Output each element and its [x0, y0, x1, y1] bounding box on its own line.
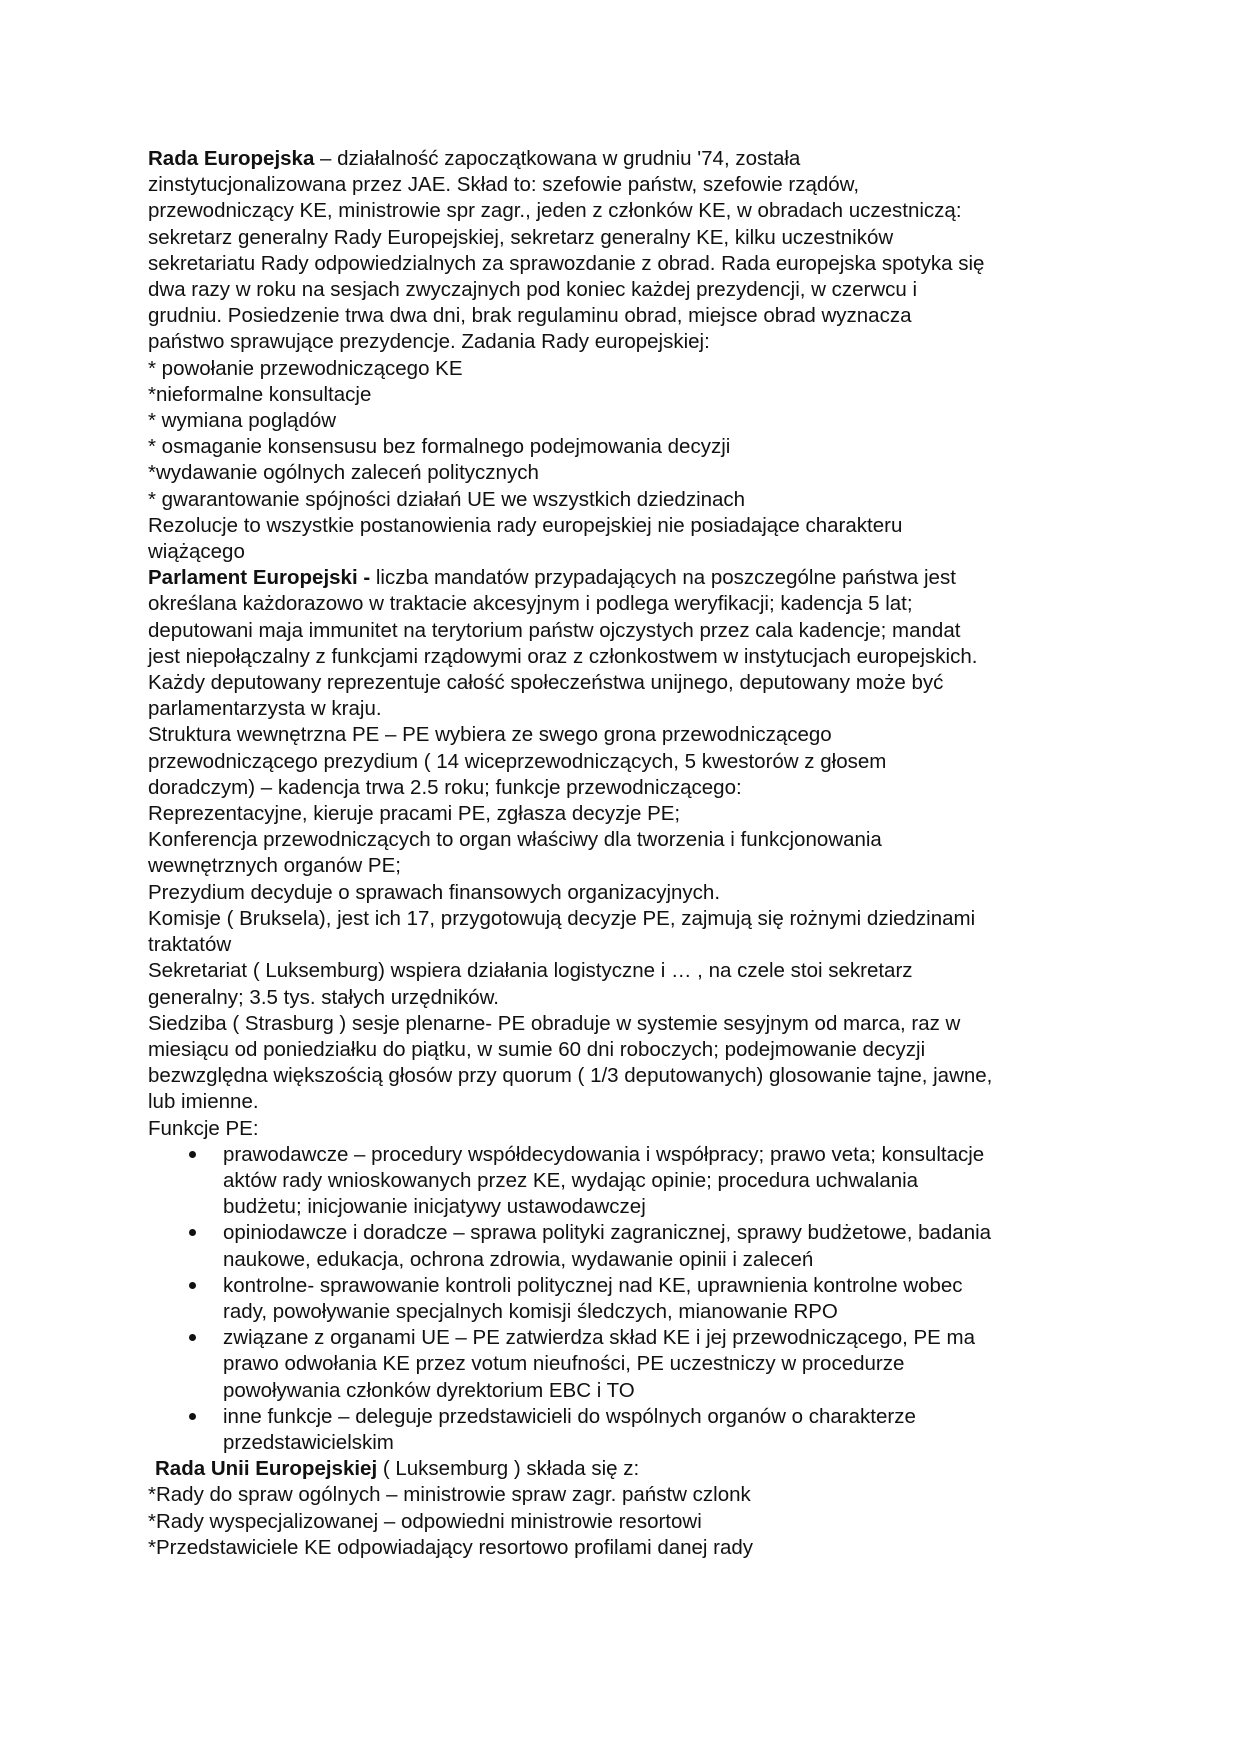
composition-item: *Przedstawiciele KE odpowiadający resortowo profilami danej rady: [148, 1535, 754, 1559]
paragraph-line: przewodniczącego prezydium ( 14 wiceprzewodniczących, 5 kwestorów z głosem: [148, 749, 887, 773]
paragraph-line: Komisje ( Bruksela), jest ich 17, przygotowują decyzje PE, zajmują się rożnymi dziedzinami: [148, 906, 976, 930]
bullet-icon: [189, 1229, 196, 1236]
list-item: inne funkcje – deleguje przedstawicieli do wspólnych organów o charakterze przedstawicielskim: [148, 1404, 1108, 1456]
paragraph-line: wewnętrznych organów PE;: [148, 854, 401, 878]
paragraph-line: traktatów: [148, 933, 232, 957]
paragraph-line: Konferencja przewodniczących to organ właściwy dla tworzenia i funkcjonowania: [148, 828, 882, 852]
heading-rada-unii: Rada Unii Europejskiej: [155, 1457, 378, 1481]
paragraph-line: doradczym) – kadencja trwa 2.5 roku; funkcje przewodniczącego:: [148, 775, 742, 799]
paragraph-line: Siedziba ( Strasburg ) sesje plenarne- PE obraduje w systemie sesyjnym od marca, raz w: [148, 1011, 961, 1035]
bullet-icon: [189, 1282, 196, 1289]
document-page: [148, 146, 1108, 1561]
paragraph-line: miesiącu od poniedziałku do piątku, w sumie 60 dni roboczych; podejmowanie decyzji: [148, 1037, 926, 1061]
paragraph-line: Reprezentacyjne, kieruje pracami PE, zgłasza decyzje PE;: [148, 802, 681, 826]
heading-rada-europejska: Rada Europejska: [148, 147, 315, 170]
list-item: kontrolne- sprawowanie kontroli politycznej nad KE, uprawnienia kontrolne wobec rady, powoływanie specjalnych komisji śledczych, mianowanie RPO: [148, 1273, 1108, 1325]
paragraph-line: Każdy deputowany reprezentuje całość społeczeństwa unijnego, deputowany może być: [148, 671, 944, 695]
list-item: prawodawcze – procedury współdecydowania i współpracy; prawo veta; konsultacje aktów rady wnioskowanych przez KE, wydając opinie; procedura uchwalania budżetu; inicjowanie inicjatywy ustawodawczej: [148, 1142, 1108, 1221]
task-item: * powołanie przewodniczącego KE: [148, 356, 463, 380]
paragraph-line: generalny; 3.5 tys. stałych urzędników.: [148, 985, 499, 1009]
paragraph-line: wiążącego: [148, 540, 245, 564]
paragraph-line: określana każdorazowo w traktacie akcesyjnym i podlega weryfikacji; kadencja 5 lat;: [148, 592, 913, 616]
paragraph-line: Prezydium decyduje o sprawach finansowych organizacyjnych.: [148, 880, 721, 904]
paragraph-line: Rezolucje to wszystkie postanowienia rady europejskiej nie posiadające charakteru: [148, 513, 903, 537]
paragraph-line: lub imienne.: [148, 1090, 259, 1114]
functions-list: [148, 1142, 1108, 1456]
section-parlament-europejski: [148, 565, 1108, 1456]
bullet-icon: [189, 1151, 196, 1158]
paragraph-line: parlamentarzysta w kraju.: [148, 697, 382, 721]
task-item: * wymiana poglądów: [148, 409, 337, 433]
paragraph-line: deputowani maja immunitet na terytorium państw ojczystych przez cala kadencje; mandat: [148, 618, 961, 642]
section-rada-europejska: [148, 146, 1108, 565]
functions-heading: Funkcje PE:: [148, 1116, 259, 1140]
composition-item: *Rady wyspecjalizowanej – odpowiedni ministrowie resortowi: [148, 1509, 702, 1533]
heading-parlament-europejski: Parlament Europejski -: [148, 566, 371, 590]
paragraph-line: przewodniczący KE, ministrowie spr zagr., jeden z członków KE, w obradach uczestniczą:: [148, 199, 962, 223]
task-item: *wydawanie ogólnych zaleceń politycznych: [148, 461, 539, 485]
paragraph-line: grudniu. Posiedzenie trwa dwa dni, brak regulaminu obrad, miejsce obrad wyznacza: [148, 304, 912, 328]
task-item: * gwarantowanie spójności działań UE we wszystkich dziedzinach: [148, 487, 746, 511]
paragraph-line: jest niepołączalny z funkcjami rządowymi oraz z członkostwem w instytucjach europejskich.: [148, 644, 978, 668]
paragraph-line: sekretariatu Rady odpowiedzialnych za sprawozdanie z obrad. Rada europejska spotyka się: [148, 251, 985, 275]
bullet-icon: [189, 1413, 196, 1420]
paragraph-line: Parlament Europejski - liczba mandatów przypadających na poszczególne państwa jest: [148, 566, 956, 590]
task-item: *nieformalne konsultacje: [148, 382, 372, 406]
list-item: opiniodawcze i doradcze – sprawa polityki zagranicznej, sprawy budżetowe, badania naukowe, edukacja, ochrona zdrowia, wydawanie opinii i zaleceń: [148, 1220, 1108, 1272]
paragraph-line: Rada Europejska – działalność zapoczątkowana w grudniu '74, została: [148, 147, 801, 170]
section-rada-unii-europejskiej: [148, 1456, 1108, 1561]
paragraph-line: bezwzględna większością głosów przy quorum ( 1/3 deputowanych) glosowanie tajne, jawne,: [148, 1064, 993, 1088]
paragraph-line: dwa razy w roku na sesjach zwyczajnych pod koniec każdej prezydencji, w czerwcu i: [148, 278, 918, 302]
paragraph-line: zinstytucjonalizowana przez JAE. Skład to: szefowie państw, szefowie rządów,: [148, 173, 860, 197]
paragraph-line: państwo sprawujące prezydencje. Zadania Rady europejskiej:: [148, 330, 710, 354]
paragraph-line: Sekretariat ( Luksemburg) wspiera działania logistyczne i … , na czele stoi sekretarz: [148, 959, 913, 983]
bullet-icon: [189, 1334, 196, 1341]
composition-item: *Rady do spraw ogólnych – ministrowie spraw zagr. państw czlonk: [148, 1483, 751, 1507]
paragraph-line: Rada Unii Europejskiej ( Luksemburg ) składa się z:: [155, 1457, 640, 1481]
paragraph-line: sekretarz generalny Rady Europejskiej, sekretarz generalny KE, kilku uczestników: [148, 225, 894, 249]
task-item: * osmaganie konsensusu bez formalnego podejmowania decyzji: [148, 435, 731, 459]
list-item: związane z organami UE – PE zatwierdza skład KE i jej przewodniczącego, PE ma prawo odwołania KE przez votum nieufności, PE uczestniczy w procedurze powoływania członków dyrektorium EBC i TO: [148, 1325, 1108, 1404]
paragraph-line: Struktura wewnętrzna PE – PE wybiera ze swego grona przewodniczącego: [148, 723, 832, 747]
